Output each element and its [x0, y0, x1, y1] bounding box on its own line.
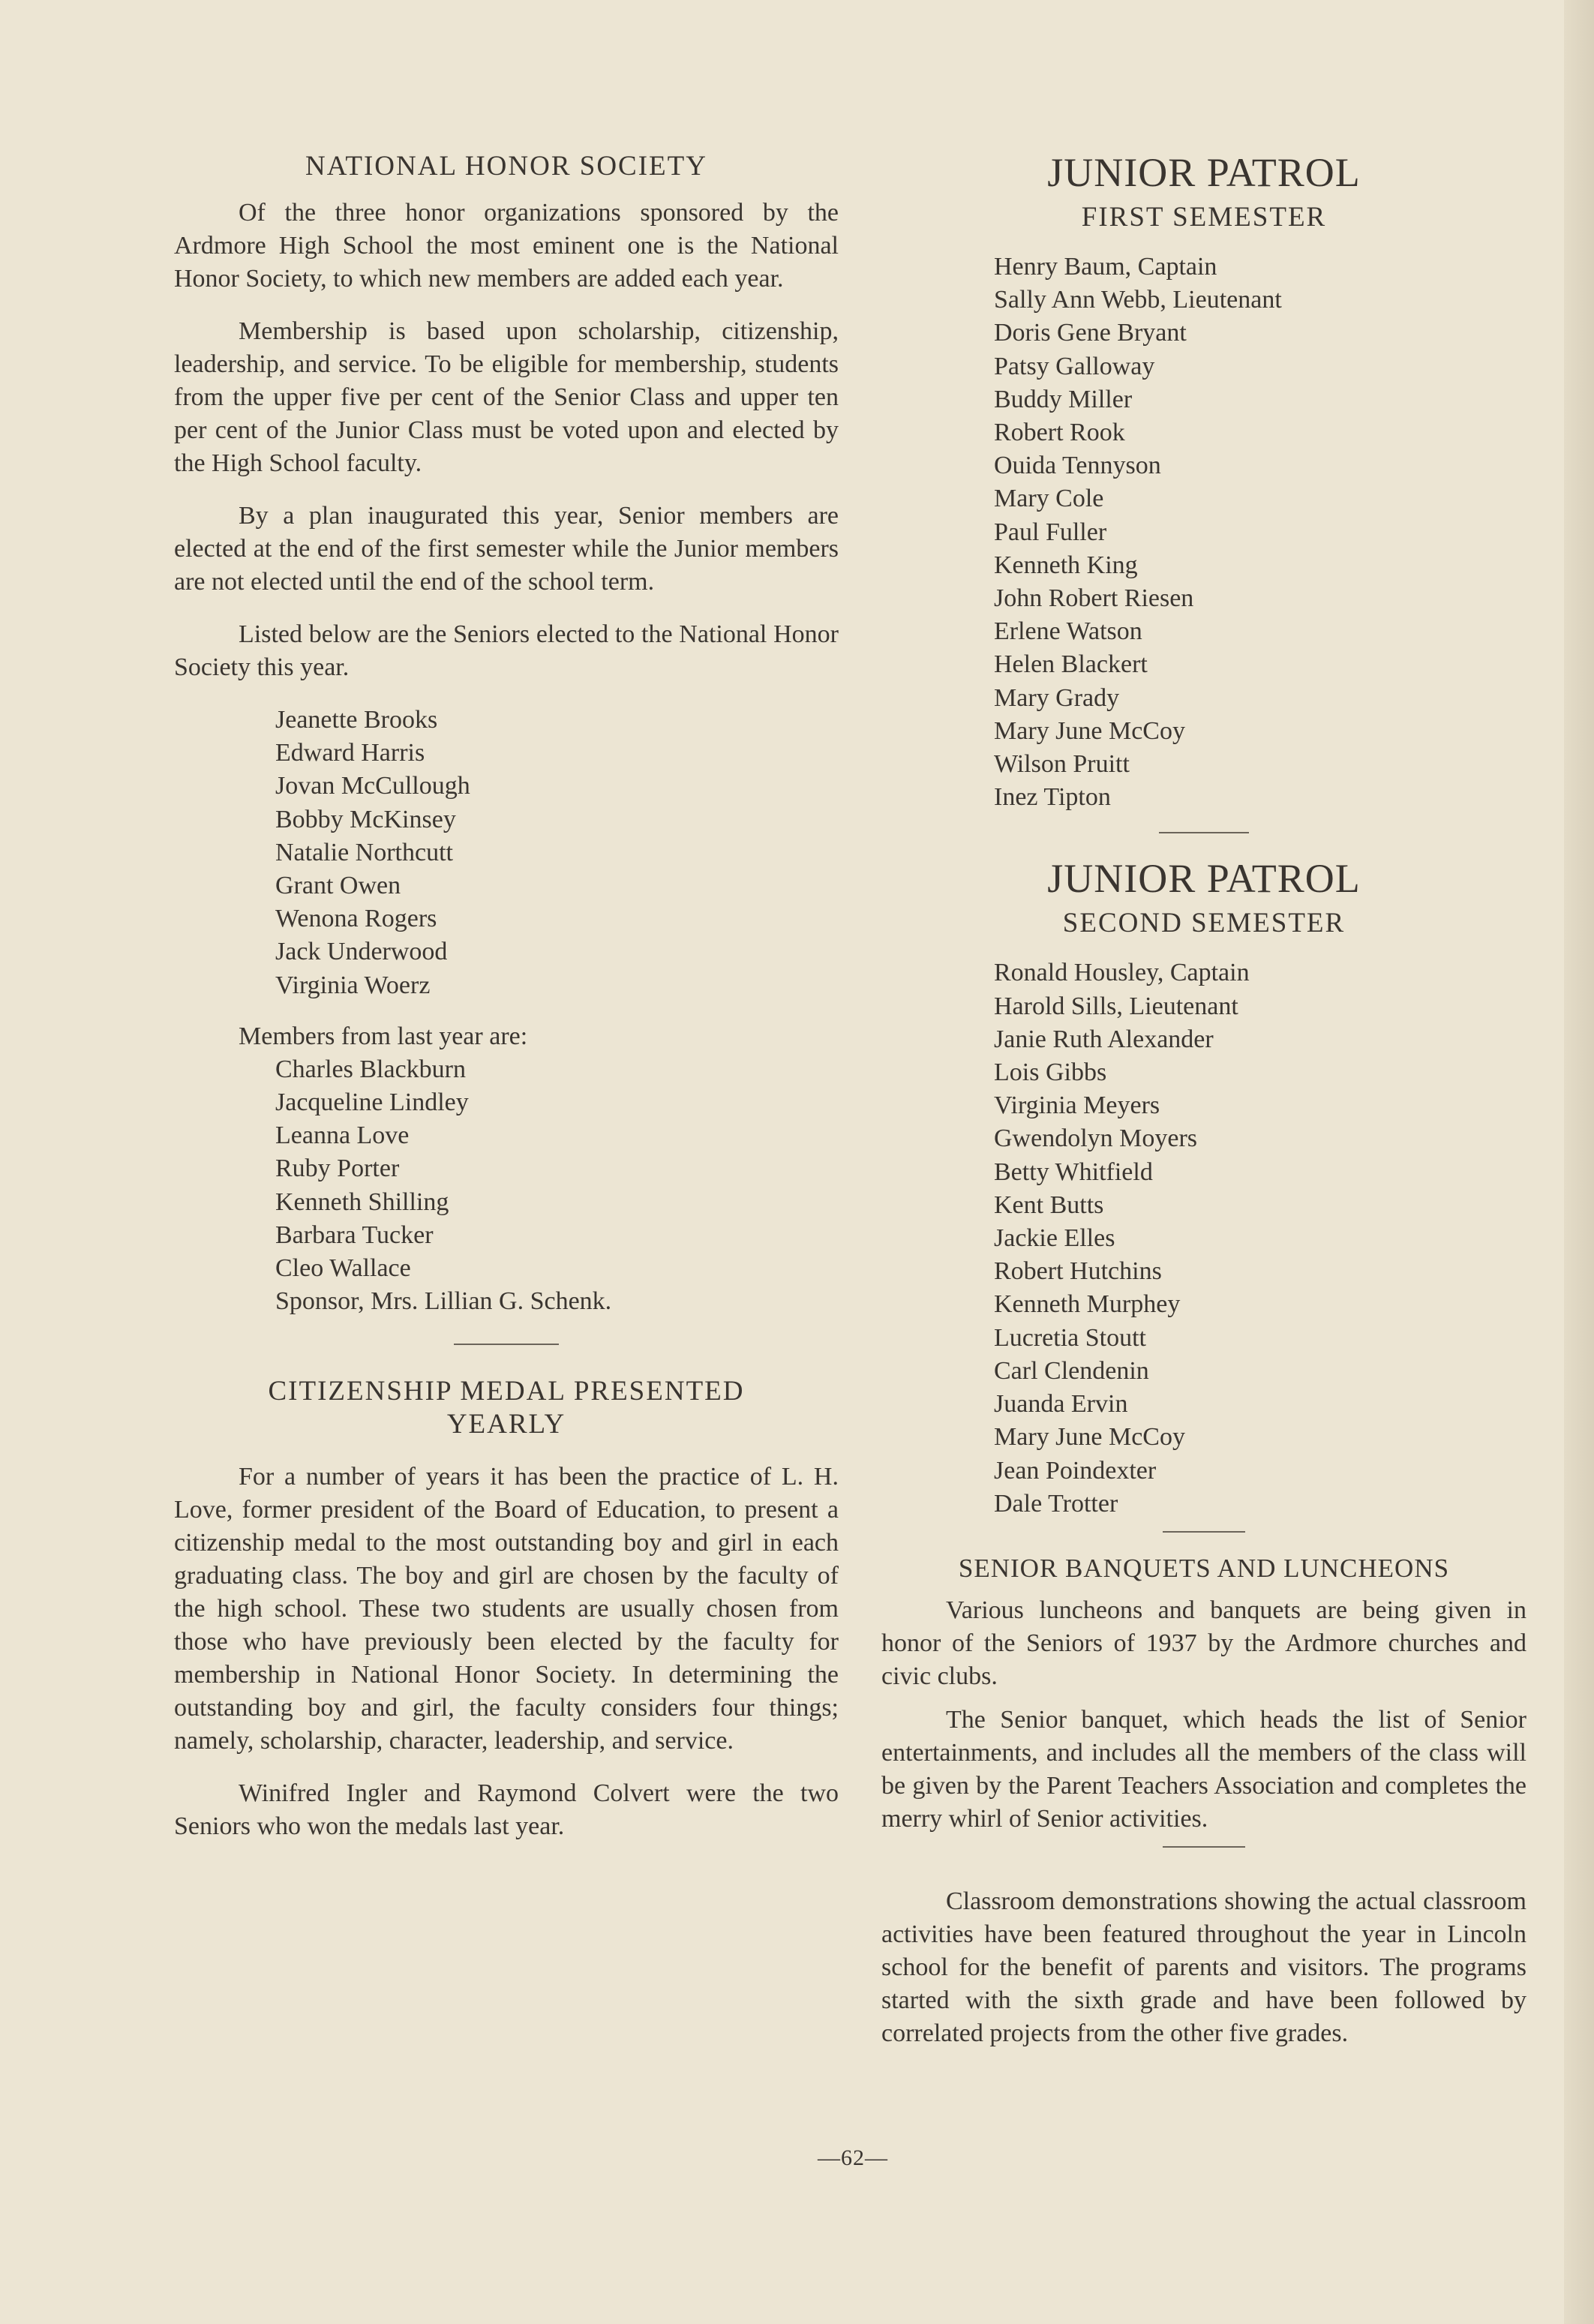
list-item: Jack Underwood — [275, 938, 448, 966]
last-year-members-list — [174, 1053, 839, 1319]
list-item: Inez Tipton — [994, 783, 1111, 812]
banquets-paragraph-2: The Senior banquet, which heads the list of Senior entertainments, and includes all the members of the class will be given by the Parent Teachers Association and completes the merry whirl of Senior activities. — [881, 1705, 1526, 1833]
list-item: Mary June McCoy — [994, 716, 1185, 745]
list-item: Cleo Wallace — [275, 1254, 411, 1283]
banquets-title: SENIOR BANQUETS AND LUNCHEONS — [958, 1553, 1450, 1583]
list-item: Mary June McCoy — [994, 1423, 1185, 1452]
list-item: Erlene Watson — [994, 617, 1142, 646]
list-item: Natalie Northcutt — [275, 838, 453, 866]
left-column — [174, 150, 839, 1863]
list-item: Gwendolyn Moyers — [994, 1124, 1198, 1153]
list-item: Bobby McKinsey — [275, 805, 456, 833]
list-item: Juanda Ervin — [994, 1390, 1128, 1419]
list-item: Leanna Love — [275, 1121, 410, 1150]
list-item: Lois Gibbs — [994, 1058, 1107, 1087]
list-item: Ronald Housley, Captain — [994, 959, 1250, 987]
medal-paragraph-1: For a number of years it has been the practice of L. H. Love, former president of the Board of Education, to present a citizenship medal to the most outstanding boy and girl in each graduating class. The boy and girl are chosen by the faculty of the high school. These two students are usually chosen from those who have previously been elected by the faculty for membership in National Honor Society. In determining the outstanding boy and girl, the faculty considers four things; namely, scholarship, character, leadership, and service. — [174, 1463, 839, 1755]
list-item: Virginia Woerz — [275, 971, 431, 999]
list-item: Virginia Meyers — [994, 1091, 1160, 1120]
section-divider — [1163, 1531, 1245, 1533]
list-item: Paul Fuller — [994, 518, 1107, 546]
list-item: Wenona Rogers — [275, 905, 437, 933]
list-item: Betty Whitfield — [994, 1157, 1153, 1186]
patrol2-members-list — [881, 956, 1526, 1520]
list-item: Grant Owen — [275, 872, 401, 900]
list-item: Buddy Miller — [994, 385, 1133, 413]
list-item: Ruby Porter — [275, 1154, 400, 1183]
list-item: Jovan McCullough — [275, 772, 470, 800]
list-item: Kent Butts — [994, 1191, 1104, 1219]
banquets-paragraph-1: Various luncheons and banquets are being given in honor of the Seniors of 1937 by the Ardmore churches and civic clubs. — [881, 1596, 1526, 1690]
list-item: Barbara Tucker — [275, 1221, 434, 1249]
list-item: Robert Rook — [994, 419, 1125, 447]
list-item: Jean Poindexter — [994, 1456, 1157, 1485]
list-item: Mary Cole — [994, 485, 1104, 513]
last-year-label: Members from last year are: — [239, 1022, 528, 1050]
list-item: Kenneth King — [994, 551, 1138, 579]
section-divider — [454, 1344, 559, 1345]
right-column — [881, 149, 1526, 2070]
list-item: Patsy Galloway — [994, 352, 1155, 380]
list-item: Helen Blackert — [994, 650, 1148, 679]
list-item: Jackie Elles — [994, 1224, 1115, 1253]
list-item: Sponsor, Mrs. Lillian G. Schenk. — [275, 1287, 612, 1316]
medal-paragraph-2: Winifred Ingler and Raymond Colvert were the two Seniors who won the medals last year. — [174, 1779, 839, 1841]
list-item: Dale Trotter — [994, 1489, 1118, 1518]
list-item: Carl Clendenin — [994, 1356, 1149, 1385]
patrol2-subtitle: SECOND SEMESTER — [1062, 908, 1346, 939]
list-item: Lucretia Stoutt — [994, 1323, 1147, 1352]
list-item: Sally Ann Webb, Lieutenant — [994, 286, 1282, 314]
list-item: Wilson Pruitt — [994, 750, 1130, 779]
page-number: —62— — [818, 2145, 888, 2170]
list-item: Robert Hutchins — [994, 1257, 1162, 1286]
nhs-paragraph-4: Listed below are the Seniors elected to the National Honor Society this year. — [174, 620, 839, 681]
list-item: Jacqueline Lindley — [275, 1088, 469, 1117]
seniors-elected-list — [174, 704, 839, 1002]
section-divider — [1159, 832, 1249, 833]
list-item: Ouida Tennyson — [994, 452, 1161, 480]
section-divider — [1163, 1846, 1245, 1848]
nhs-title: NATIONAL HONOR SOCIETY — [305, 151, 707, 182]
nhs-paragraph-1: Of the three honor organizations sponsored by the Ardmore High School the most eminent one is the National Honor Society, to which new members are added each year. — [174, 199, 839, 293]
list-item: Jeanette Brooks — [275, 706, 438, 734]
nhs-paragraph-3: By a plan inaugurated this year, Senior members are elected at the end of the first semester while the Junior members are not elected until the end of the school term. — [174, 502, 839, 596]
list-item: Henry Baum, Captain — [994, 253, 1217, 281]
patrol1-members-list — [881, 251, 1526, 814]
page-edge — [1564, 0, 1594, 2324]
classroom-paragraph: Classroom demonstrations showing the actual classroom activities have been featured throughout the year in Lincoln school for the benefit of parents and visitors. The programs started with the sixth grade and have been followed by correlated projects from the other five grades. — [881, 1887, 1526, 2047]
list-item: Kenneth Murphey — [994, 1290, 1181, 1319]
list-item: Harold Sills, Lieutenant — [994, 992, 1238, 1020]
list-item: Kenneth Shilling — [275, 1188, 449, 1216]
list-item: Mary Grady — [994, 683, 1120, 712]
list-item: Doris Gene Bryant — [994, 319, 1187, 347]
medal-title-line1: CITIZENSHIP MEDAL PRESENTED — [268, 1376, 745, 1407]
patrol2-title: JUNIOR PATROL — [1047, 856, 1361, 902]
patrol1-title: JUNIOR PATROL — [1047, 150, 1361, 195]
list-item: Janie Ruth Alexander — [994, 1025, 1214, 1053]
list-item: Charles Blackburn — [275, 1055, 466, 1083]
list-item: John Robert Riesen — [994, 584, 1194, 613]
medal-title-line2: YEARLY — [446, 1409, 566, 1440]
list-item: Edward Harris — [275, 739, 425, 767]
nhs-paragraph-2: Membership is based upon scholarship, citizenship, leadership, and service. To be eligible for membership, students from the upper five per cent of the Senior Class and upper ten per cent of the Junior Class must be voted upon and elected by the High School faculty. — [174, 317, 839, 477]
patrol1-subtitle: FIRST SEMESTER — [1081, 202, 1327, 233]
